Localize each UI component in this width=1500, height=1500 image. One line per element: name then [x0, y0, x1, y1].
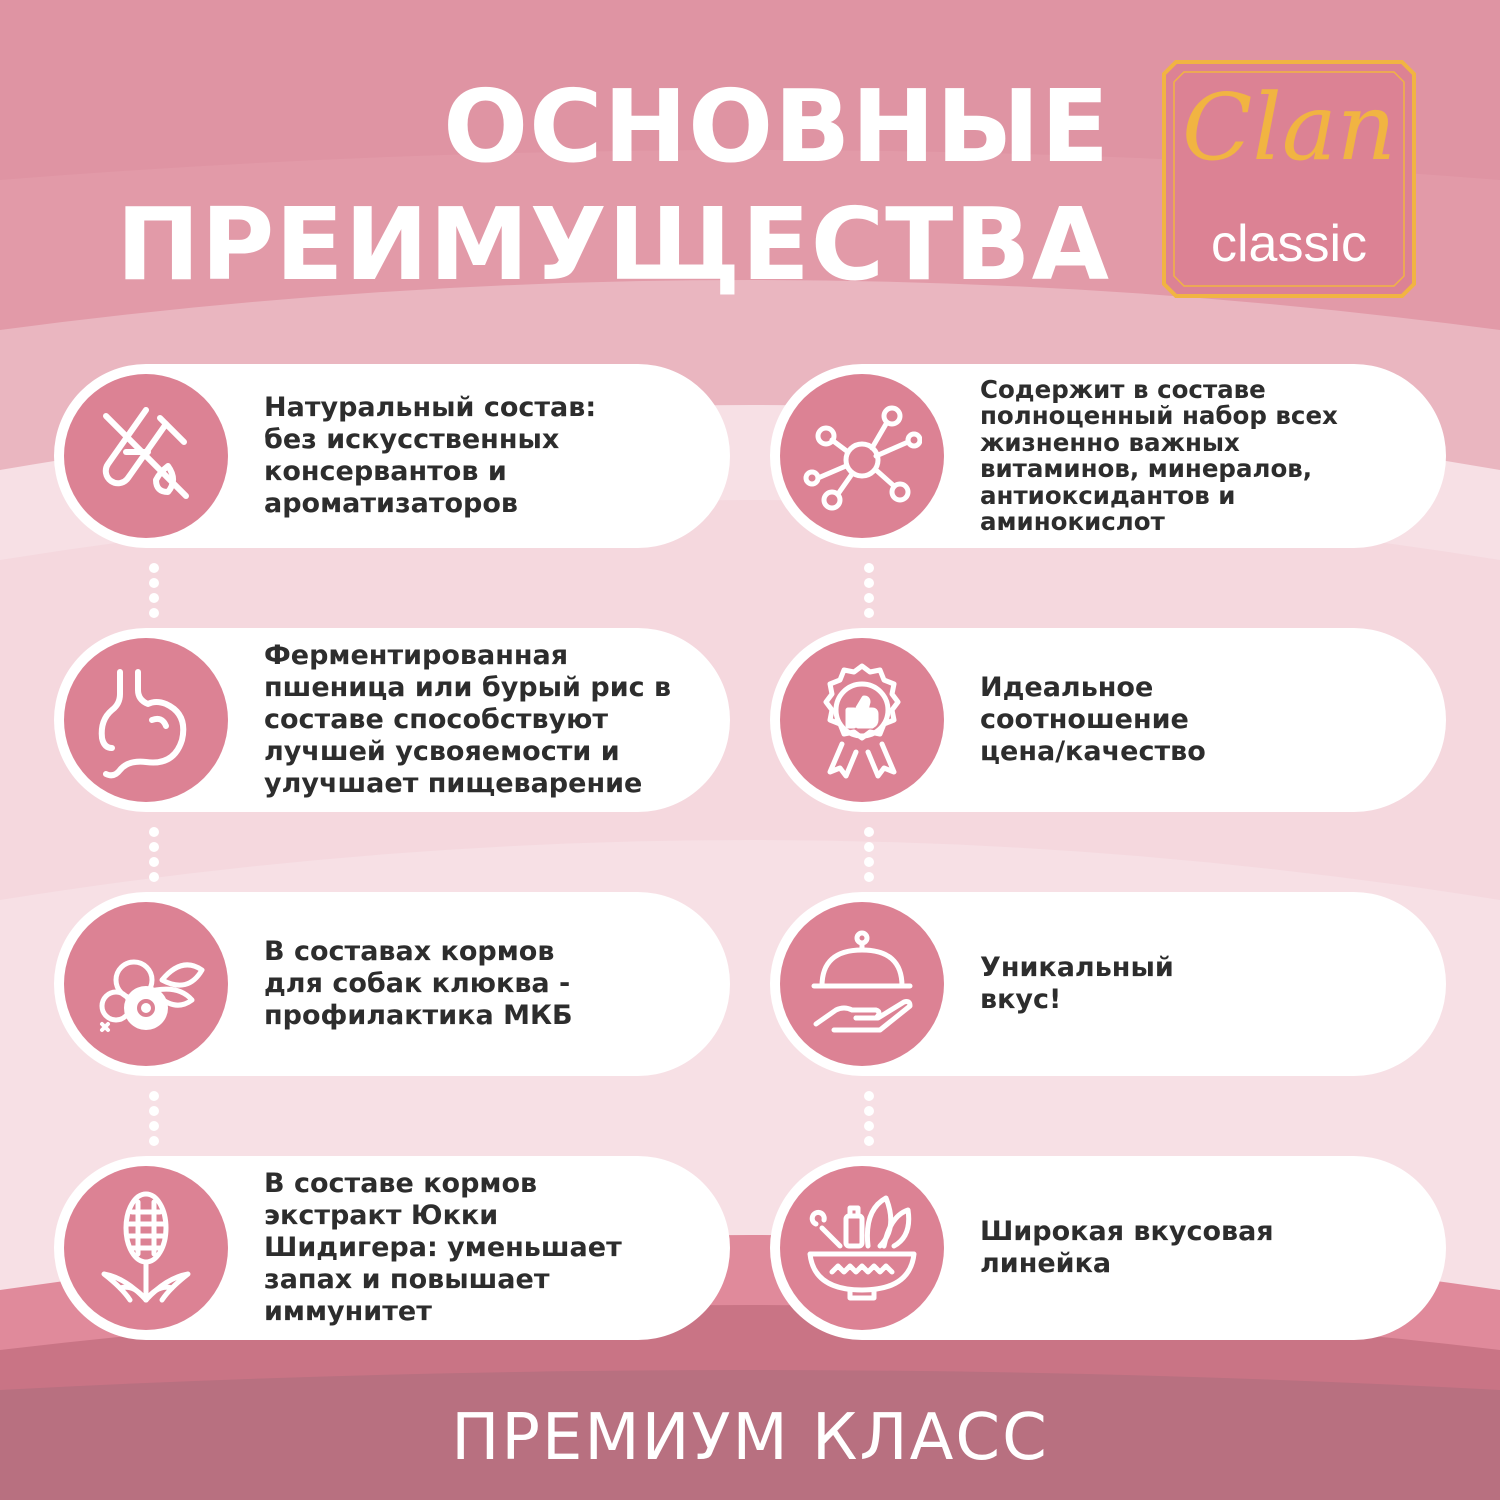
- connector-dots: [149, 563, 159, 623]
- quality-badge-icon: [802, 660, 922, 780]
- connector-dots: [149, 827, 159, 887]
- benefit-text: В составе кормов экстракт Юкки Шидигера: уменьшает запах и повышает иммунитет: [264, 1168, 622, 1327]
- benefit-icon-circle: [780, 374, 944, 538]
- page-title-line2: ПРЕИМУЩЕСТВА: [116, 186, 1110, 303]
- benefit-card-price-quality: [770, 628, 1446, 812]
- food-bowl-icon: [802, 1188, 922, 1308]
- connector-dots: [864, 1091, 874, 1151]
- benefit-text: В составах кормов для собак клюква - профилактика МКБ: [264, 936, 573, 1031]
- berries-icon: [86, 924, 206, 1044]
- benefit-text: Натуральный состав: без искусственных консервантов и ароматизаторов: [264, 392, 597, 519]
- benefit-card-yucca: [54, 1156, 730, 1340]
- footer-premium-label: ПРЕМИУМ КЛАСС: [451, 1401, 1049, 1475]
- test-tube-crossed-icon: [86, 396, 206, 516]
- benefit-card-variety: [770, 1156, 1446, 1340]
- logo-script-text: Clan: [1182, 74, 1396, 181]
- benefit-card-vitamins: [770, 364, 1446, 548]
- benefit-icon-circle: [64, 374, 228, 538]
- stomach-icon: [86, 660, 206, 780]
- benefit-text: Широкая вкусовая линейка: [980, 1216, 1274, 1279]
- serving-cloche-icon: [802, 924, 922, 1044]
- benefit-text: Ферментированная пшеница или бурый рис в составе способствуют лучшей усвояемости и улучшает пищеварение: [264, 640, 672, 799]
- benefit-icon-circle: [780, 902, 944, 1066]
- connector-dots: [864, 827, 874, 887]
- benefit-icon-circle: [780, 1166, 944, 1330]
- benefit-card-taste: [770, 892, 1446, 1076]
- connector-dots: [149, 1091, 159, 1151]
- molecule-icon: [802, 396, 922, 516]
- connector-dots: [864, 563, 874, 623]
- logo-sub-text: classic: [1210, 215, 1368, 273]
- benefit-text: Уникальный вкус!: [980, 952, 1174, 1015]
- benefit-icon-circle: [64, 902, 228, 1066]
- benefit-icon-circle: [64, 1166, 228, 1330]
- yucca-plant-icon: [86, 1188, 206, 1308]
- benefit-card-natural: [54, 364, 730, 548]
- benefit-icon-circle: [64, 638, 228, 802]
- benefit-text: Идеальное соотношение цена/качество: [980, 672, 1206, 767]
- page-title-line1: ОСНОВНЫЕ: [443, 68, 1110, 185]
- benefit-card-digestion: [54, 628, 730, 812]
- benefit-icon-circle: [780, 638, 944, 802]
- benefit-text: Содержит в составе полноценный набор всех жизненно важных витаминов, минералов, антиоксидантов и аминокислот: [980, 374, 1338, 536]
- brand-logo: [1162, 60, 1416, 298]
- benefit-card-cranberry: [54, 892, 730, 1076]
